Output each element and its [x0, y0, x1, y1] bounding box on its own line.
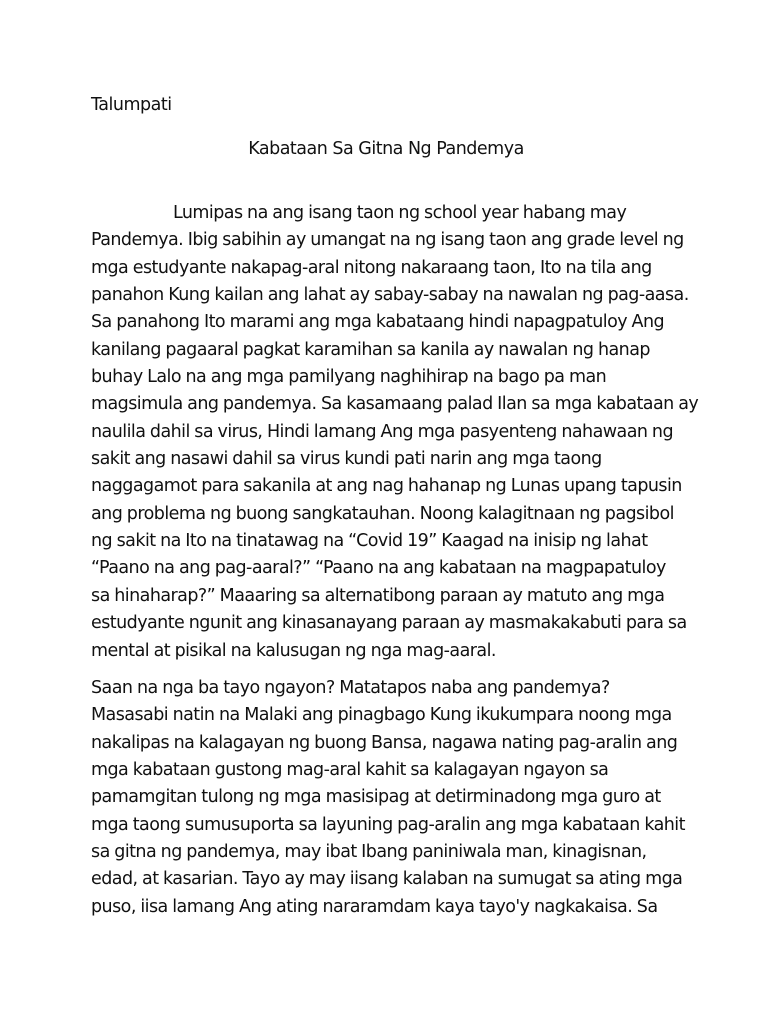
text-line: sakit ang nasawi dahil sa virus kundi pati narin ang mga taong: [91, 449, 602, 470]
text-line: sa gitna ng pandemya, may ibat Ibang paniniwala man, kinagisnan,: [91, 841, 647, 862]
paragraph-spacer: [91, 665, 681, 675]
text-line: edad, at kasarian. Tayo ay may iisang kalaban na sumugat sa ating mga: [91, 869, 683, 890]
text-line: mga kabataan gustong mag-aral kahit sa kalagayan ngayon sa: [91, 759, 609, 780]
paragraph-2: [91, 675, 685, 921]
text-line: “Paano na ang pag-aaral?” “Paano na ang kabataan na magpapatuloy: [91, 558, 666, 579]
text-line: Saan na nga ba tayo ngayon? Matatapos naba ang pandemya?: [91, 677, 610, 698]
text-line: naulila dahil sa virus, Hindi lamang Ang mga pasyenteng nahawaan ng: [91, 421, 674, 442]
text-line: nakalipas na kalagayan ng buong Bansa, nagawa nating pag-aralin ang: [91, 732, 678, 753]
text-line: Sa panahong Ito marami ang mga kabataang hindi napagpatuloy Ang: [91, 312, 665, 333]
text-line: magsimula ang pandemya. Sa kasamaang palad Ilan sa mga kabataan ay: [91, 394, 699, 415]
document-body: [91, 91, 699, 921]
document-title: Kabataan Sa Gitna Ng Pandemya: [248, 139, 524, 159]
text-line: estudyante ngunit ang kinasanayang paraan ay masmakakabuti para sa: [91, 613, 687, 634]
speech-text: [91, 200, 699, 921]
text-line: Lumipas na ang isang taon ng school year habang may: [173, 203, 627, 223]
text-line: naggagamot para sakanila at ang nag hahanap ng Lunas upang tapusin: [91, 476, 682, 497]
text-line: mga taong sumusuporta sa layuning pag-aralin ang mga kabataan kahit: [91, 814, 685, 835]
text-line: Masasabi natin na Malaki ang pinagbago Kung ikukumpara noong mga: [91, 705, 672, 726]
text-line: kanilang pagaaral pagkat karamihan sa kanila ay nawalan ng hanap: [91, 339, 650, 360]
text-line: panahon Kung kailan ang lahat ay sabay-sabay na nawalan ng pag-aasa.: [91, 285, 689, 306]
text-line: sa hinaharap?” Maaaring sa alternatibong paraan ay matuto ang mga: [91, 585, 665, 606]
paragraph-1: [91, 200, 699, 665]
text-line: buhay Lalo na ang mga pamilyang naghihirap na bago pa man: [91, 367, 607, 388]
document-label: Talumpati: [91, 95, 172, 115]
text-line: Pandemya. Ibig sabihin ay umangat na ng isang taon ang grade level ng: [91, 230, 684, 251]
text-line: ang problema ng buong sangkatauhan. Noong kalagitnaan ng pagsibol: [91, 503, 674, 524]
text-line: ng sakit na Ito na tinatawag na “Covid 19” Kaagad na inisip ng lahat: [91, 531, 648, 552]
text-line: pamamgitan tulong ng mga masisipag at detirminadong mga guro at: [91, 787, 661, 808]
text-line: puso, iisa lamang Ang ating nararamdam kaya tayo'y nagkakaisa. Sa: [91, 896, 658, 917]
text-line: mental at pisikal na kalusugan ng nga mag-aaral.: [91, 640, 496, 661]
text-line: mga estudyante nakapag-aral nitong nakaraang taon, Ito na tila ang: [91, 257, 652, 278]
